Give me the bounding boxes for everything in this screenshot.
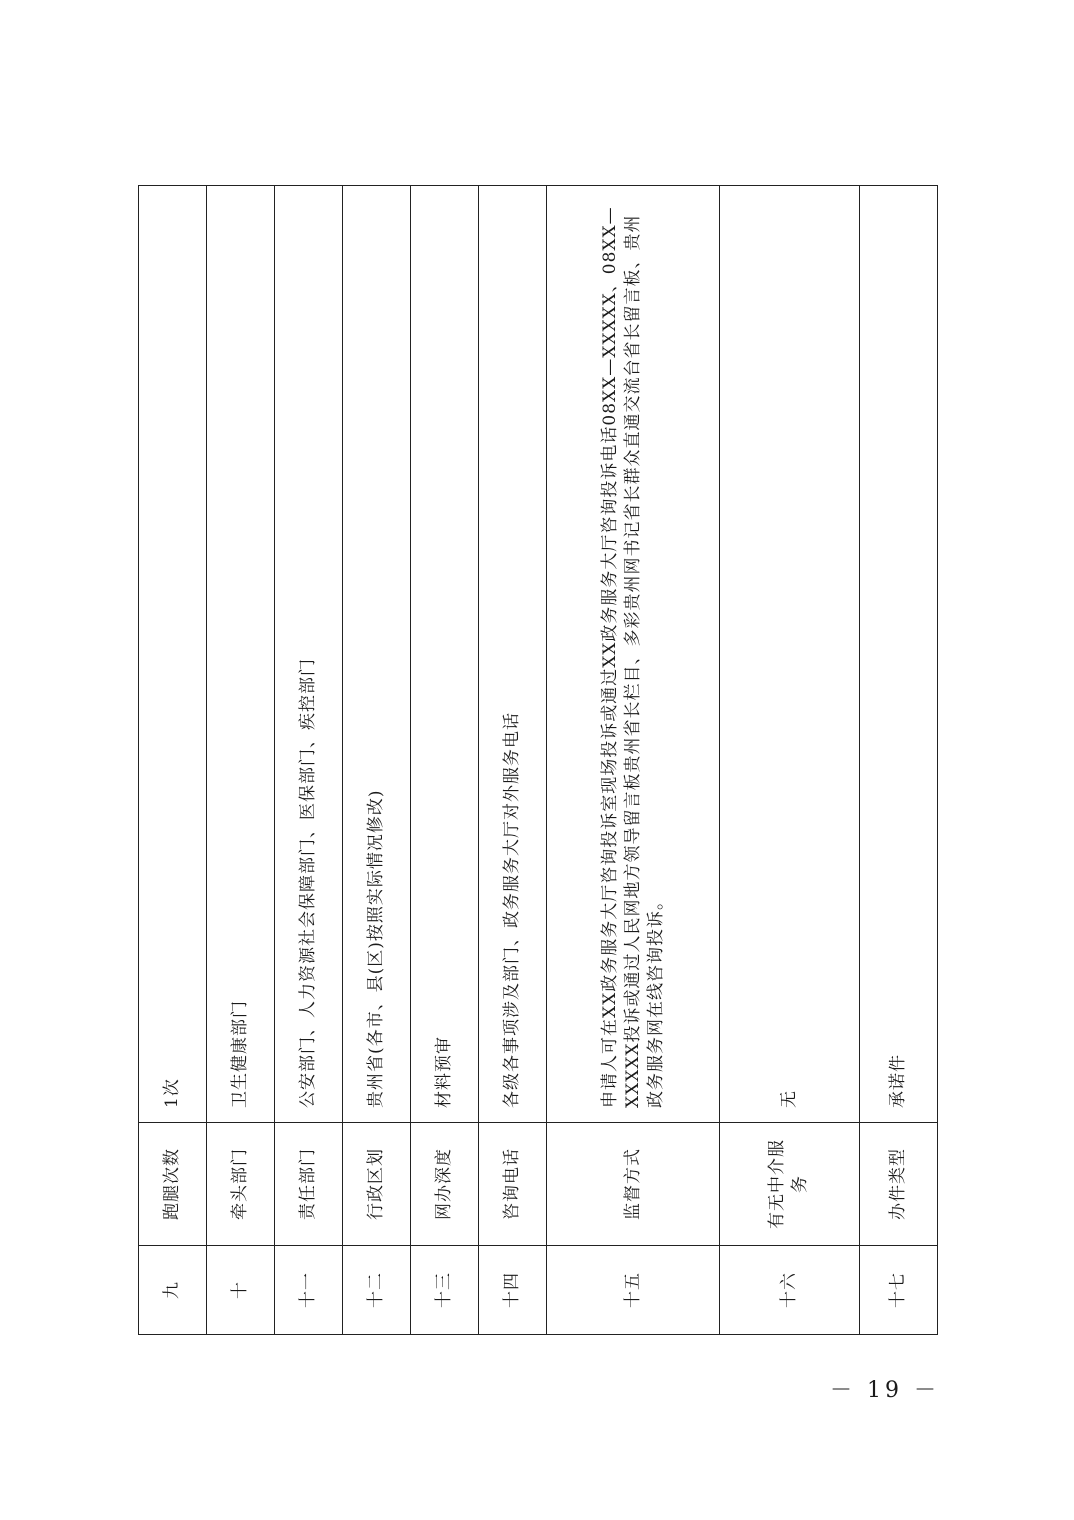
rotated-table-container — [138, 185, 938, 1335]
row-number: 十三 — [411, 1246, 479, 1335]
row-content: 申请人可在XX政务服务大厅咨询投诉室现场投诉或通过XX政务服务大厅咨询投诉电话08XX—XXXXX、08XX—XXXXX投诉或通过人民网地方领导留言板贵州省长栏目、多彩贵州网书记省长群众直通交流台省长留言板、贵州政务服务网在线咨询投诉。 — [547, 186, 719, 1123]
row-content: 材料预审 — [411, 186, 479, 1123]
row-number: 十一 — [275, 1246, 343, 1335]
table-row — [343, 186, 411, 1335]
table-row — [547, 186, 719, 1335]
row-number: 十四 — [479, 1246, 547, 1335]
row-number: 十六 — [719, 1246, 859, 1335]
rotated-table — [138, 185, 938, 1335]
table-row — [207, 186, 275, 1335]
row-content: 承诺件 — [859, 186, 937, 1123]
row-item: 咨询电话 — [479, 1123, 547, 1246]
row-number: 十 — [207, 1246, 275, 1335]
row-number: 九 — [139, 1246, 207, 1335]
page-number: － 19 － — [830, 1378, 940, 1403]
row-item: 监督方式 — [547, 1123, 719, 1246]
row-content: 贵州省(各市、县(区)按照实际情况修改) — [343, 186, 411, 1123]
row-number: 十五 — [547, 1246, 719, 1335]
row-item: 责任部门 — [275, 1123, 343, 1246]
row-item: 行政区划 — [343, 1123, 411, 1246]
row-number: 十七 — [859, 1246, 937, 1335]
row-item: 跑腿次数 — [139, 1123, 207, 1246]
row-content: 公安部门、人力资源社会保障部门、医保部门、疾控部门 — [275, 186, 343, 1123]
table-row — [139, 186, 207, 1335]
row-number: 十二 — [343, 1246, 411, 1335]
row-content: 无 — [719, 186, 859, 1123]
row-item: 有无中介服务 — [719, 1123, 859, 1246]
table-row — [479, 186, 547, 1335]
table-row — [719, 186, 859, 1335]
table-row — [275, 186, 343, 1335]
row-item: 网办深度 — [411, 1123, 479, 1246]
row-item: 牵头部门 — [207, 1123, 275, 1246]
table-row — [411, 186, 479, 1335]
row-content: 1次 — [139, 186, 207, 1123]
row-item: 办件类型 — [859, 1123, 937, 1246]
row-content: 各级各事项涉及部门、政务服务大厅对外服务电话 — [479, 186, 547, 1123]
table-row — [859, 186, 937, 1335]
row-content: 卫生健康部门 — [207, 186, 275, 1123]
service-info-table — [138, 185, 938, 1335]
